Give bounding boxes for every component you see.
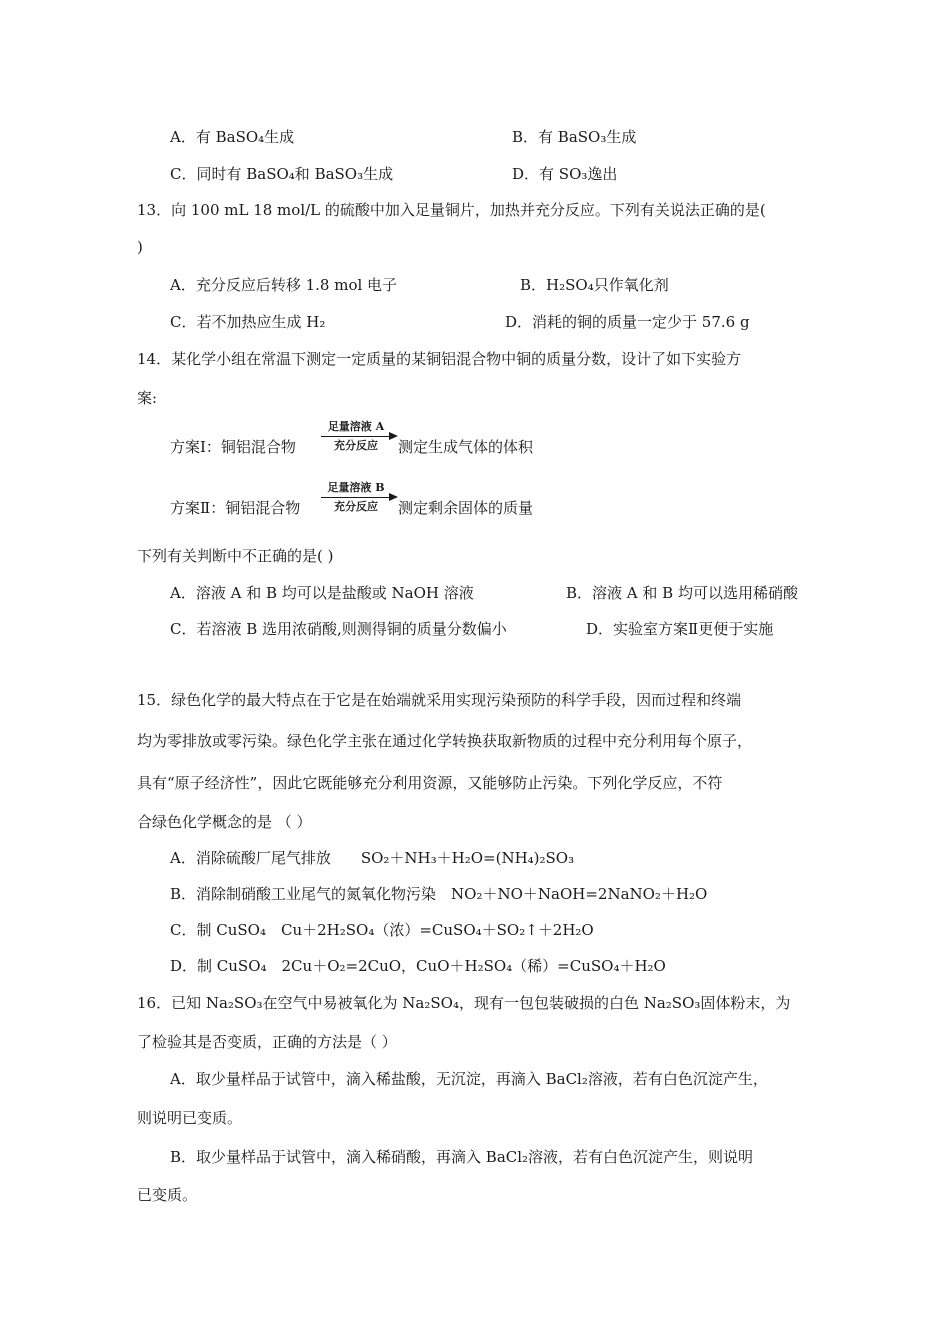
q14-scheme2-condition: 充分反应 <box>334 500 378 513</box>
q15-stem-line2: 均为零排放或零污染。绿色化学主张在通过化学转换获取新物质的过程中充分利用每个原子， <box>137 732 753 750</box>
q14-scheme1-prefix: 方案Ⅰ：铜铝混合物 <box>170 438 296 456</box>
arrow-shaft <box>321 436 391 437</box>
q13-option-c: C．若不加热应生成 H₂ <box>170 313 326 331</box>
q15-option-a: A．消除硫酸厂尾气排放 SO₂＋NH₃＋H₂O=(NH₄)₂SO₃ <box>170 849 575 867</box>
q12-option-a: A．有 BaSO₄生成 <box>170 128 295 146</box>
q15-option-b: B．消除制硝酸工业尾气的氮氧化物污染 NO₂＋NO＋NaOH=2NaNO₂＋H₂O <box>170 885 708 903</box>
q14-scheme1-suffix: 测定生成气体的体积 <box>398 438 534 456</box>
q14-scheme2-reagent: 足量溶液 B <box>327 481 385 494</box>
q16-stem-line2: 了检验其是否变质，正确的方法是（ ） <box>137 1033 397 1051</box>
q13-stem-line2: ) <box>137 238 143 256</box>
q14-scheme1-condition: 充分反应 <box>334 439 378 452</box>
q14-stem-line2: 案: <box>137 389 158 407</box>
q14-stem-line1: 14．某化学小组在常温下测定一定质量的某铜铝混合物中铜的质量分数，设计了如下实验方 <box>137 350 742 368</box>
q14-question: 下列有关判断中不正确的是( ) <box>137 547 334 565</box>
q16-option-b-line2: 已变质。 <box>137 1186 198 1204</box>
q14-scheme1-reaction-arrow <box>321 420 399 456</box>
q14-option-a: A．溶液 A 和 B 均可以是盐酸或 NaOH 溶液 <box>170 584 474 602</box>
q12-option-b: B．有 BaSO₃生成 <box>512 128 637 146</box>
q15-option-d: D．制 CuSO₄ 2Cu＋O₂=2CuO，CuO＋H₂SO₄（稀）=CuSO₄＋H₂O <box>170 957 666 975</box>
q16-stem-line1: 16．已知 Na₂SO₃在空气中易被氧化为 Na₂SO₄，现有一包包装破损的白色 Na₂SO₃固体粉末，为 <box>137 994 791 1012</box>
q13-option-b: B．H₂SO₄只作氧化剂 <box>520 276 669 294</box>
q13-option-a: A．充分反应后转移 1.8 mol 电子 <box>170 276 398 294</box>
q15-stem-line3: 具有“原子经济性”，因此它既能够充分利用资源，又能够防止污染。下列化学反应，不符 <box>137 774 723 792</box>
q13-option-d: D．消耗的铜的质量一定少于 57.6 g <box>505 313 750 331</box>
q12-option-d: D．有 SO₃逸出 <box>512 165 618 183</box>
q14-option-d: D．实验室方案Ⅱ更便于实施 <box>586 620 774 638</box>
q14-scheme2-reaction-arrow <box>321 481 399 517</box>
q14-scheme2-prefix: 方案Ⅱ：铜铝混合物 <box>170 499 301 517</box>
q14-scheme1-reagent: 足量溶液 A <box>327 420 385 433</box>
q12-option-c: C．同时有 BaSO₄和 BaSO₃生成 <box>170 165 394 183</box>
q16-option-b-line1: B．取少量样品于试管中，滴入稀硝酸，再滴入 BaCl₂溶液，若有白色沉淀产生，则说明 <box>170 1148 754 1166</box>
q15-option-c: C．制 CuSO₄ Cu＋2H₂SO₄（浓）=CuSO₄＋SO₂↑＋2H₂O <box>170 921 594 939</box>
q13-stem-line1: 13．向 100 mL 18 mol/L 的硫酸中加入足量铜片，加热并充分反应。下列有关说法正确的是( <box>137 201 766 219</box>
q15-stem-line4: 合绿色化学概念的是 （ ） <box>137 813 312 831</box>
q16-option-a-line2: 则说明已变质。 <box>137 1109 243 1127</box>
q15-stem-line1: 15．绿色化学的最大特点在于它是在始端就采用实现污染预防的科学手段，因而过程和终端 <box>137 691 742 709</box>
q16-option-a-line1: A．取少量样品于试管中，滴入稀盐酸，无沉淀，再滴入 BaCl₂溶液，若有白色沉淀产生， <box>170 1070 768 1088</box>
q14-option-b: B．溶液 A 和 B 均可以选用稀硝酸 <box>566 584 798 602</box>
q14-scheme2-suffix: 测定剩余固体的质量 <box>398 499 534 517</box>
arrow-shaft <box>321 497 391 498</box>
q14-option-c: C．若溶液 B 选用浓硝酸,则测得铜的质量分数偏小 <box>170 620 507 638</box>
